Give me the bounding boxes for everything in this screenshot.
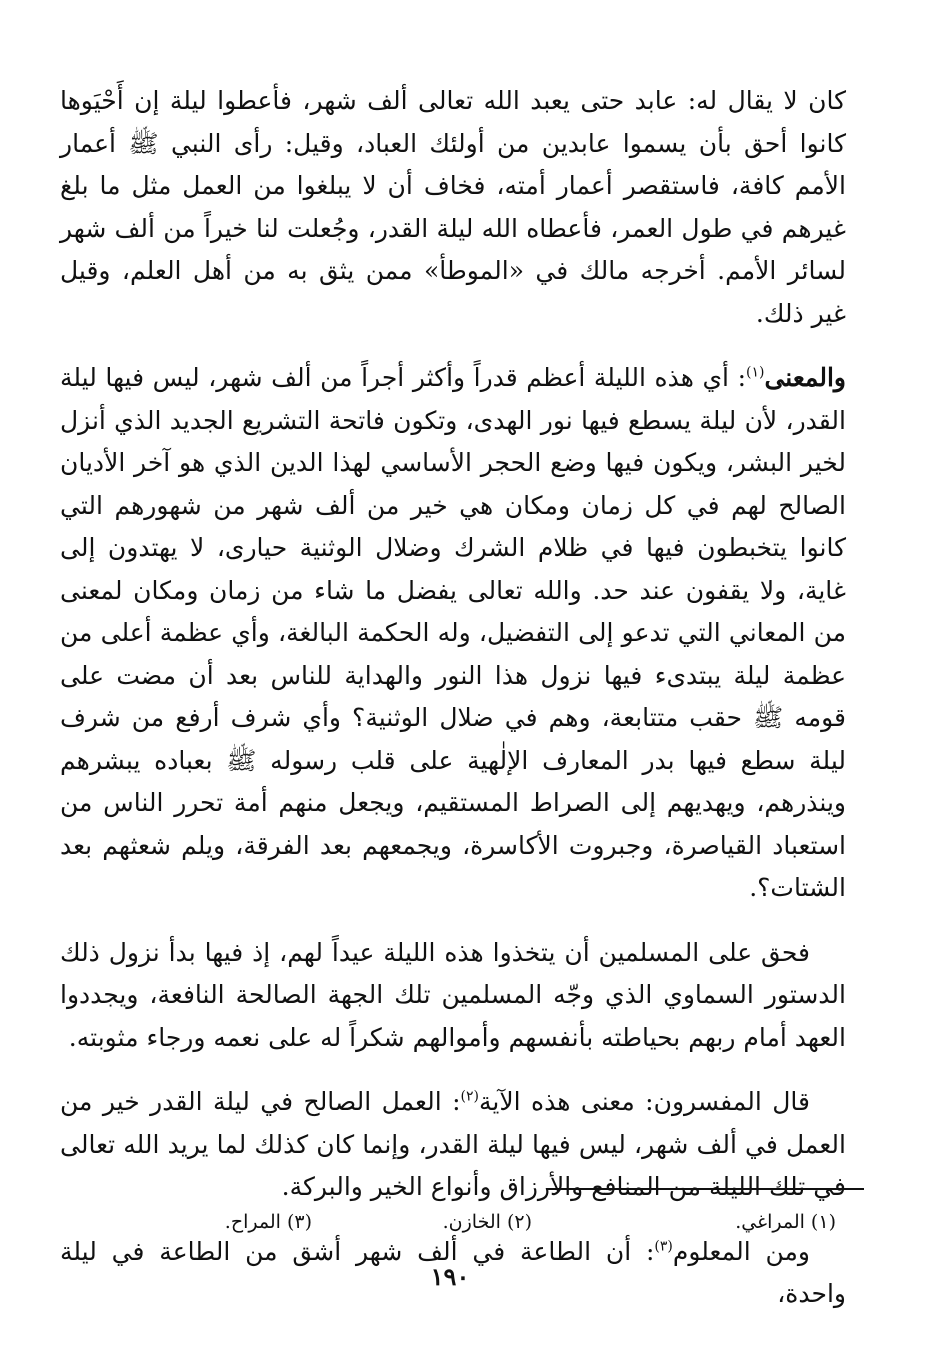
footnote-ref-3: (٣): [654, 1238, 673, 1255]
paragraph-1: [60, 80, 846, 335]
paragraph-2-lead: والمعنى: [764, 363, 846, 392]
paragraph-2: [60, 357, 846, 910]
footnote-1: (١) المراغي.: [735, 1211, 836, 1233]
paragraph-5-text: : أن الطاعة في ألف شهر أشق من الطاعة في ليلة واحدة،: [60, 1236, 846, 1308]
page-body: [60, 80, 846, 1338]
paragraph-3: [60, 932, 846, 1060]
footnote-divider: [546, 1188, 864, 1190]
paragraph-4-text: : العمل الصالح في ليلة القدر خير من العمل في ألف شهر، ليس فيها ليلة القدر، وإنما كان كذلك لما يريد الله تعالى في تلك الليلة من المنافع والأرزاق وأنواع الخير والبركة.: [60, 1087, 846, 1201]
footnote-3: (٣) المراح.: [224, 1211, 312, 1233]
paragraph-1-text: كان لا يقال له: عابد حتى يعبد الله تعالى ألف شهر، فأعطوا ليلة إن أَحْيَوها كانوا أحق بأن يسموا عابدين من أولئك العباد، وقيل: رأى النبي ﷺ أعمار الأمم كافة، فاستقصر أعمار أمته، فخاف أن لا يبلغوا من العمل مثل ما بلغ غيرهم في طول العمر، فأعطاه الله ليلة القدر، وجُعلت لنا خيراً من ألف شهر لسائر الأمم. أخرجه مالك في «الموطأ» ممن يثق به من أهل العلم، وقيل غير ذلك.: [60, 86, 846, 328]
paragraph-3-text: فحق على المسلمين أن يتخذوا هذه الليلة عيداً لهم، إذ فيها بدأ نزول ذلك الدستور السماوي الذي وجّه المسلمين تلك الجهة الصالحة النافعة، ويجددوا العهد أمام ربهم بحياطته بأنفسهم وأموالهم شكراً له على نعمه ورجاء مثوبته.: [60, 937, 846, 1052]
footnote-2: (٢) الخازن.: [442, 1211, 532, 1233]
paragraph-5-text-before: ومن المعلوم: [672, 1236, 810, 1266]
paragraph-2-text: : أي هذه الليلة أعظم قدراً وأكثر أجراً من ألف شهر، ليس فيها ليلة القدر، لأن ليلة يسطع فيها نور الهدى، وتكون فاتحة التشريع الجديد الذي أنزل لخير البشر، ويكون فيها وضع الحجر الأساسي لهذا الدين الذي هو آخر الأديان الصالح لهم في كل زمان ومكان هي خير من ألف شهر من شهورهم التي كانوا يتخبطون فيها في ظلام الشرك وضلال الوثنية حيارى، لا يهتدون إلى غاية، ولا يقفون عند حد. والله تعالى يفضل ما شاء من زمان ومكان لمعنى من المعاني التي تدعو إلى التفضيل، وله الحكمة البالغة، وأي عظمة أعلى من عظمة ليلة يبتدىء فيها نزول هذا النور والهداية للناس بعد أن مضت على قومه ﷺ حقب متتابعة، وهم في ضلال الوثنية؟ وأي شرف أرفع من شرف ليلة سطع فيها بدر المعارف الإلٰهية على قلب رسوله ﷺ بعباده يبشرهم وينذرهم، ويهديهم إلى الصراط المستقيم، ويجعل منهم أمة تحرر الناس من استعباد القياصرة، وجبروت الأكاسرة، ويجمعهم بعد الفرقة، ويلم شعثهم بعد الشتات؟.: [60, 363, 846, 902]
page-number: ١٩٠: [430, 1262, 470, 1291]
footnote-ref-1: (١): [746, 364, 765, 381]
paragraph-4-text-before: قال المفسرون: معنى هذه الآية: [479, 1087, 810, 1116]
footnote-ref-2: (٢): [460, 1088, 479, 1105]
